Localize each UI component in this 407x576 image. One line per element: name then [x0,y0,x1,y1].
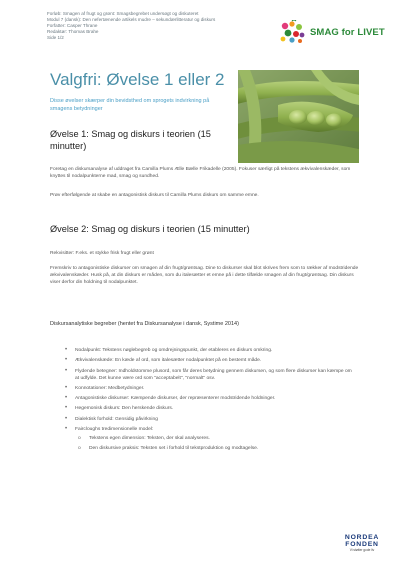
ovelse1-paragraph-1: Foretag en diskursanalyse af uddraget fra Camilla Plums Ælle Bælle Frikadelle (2005). Fokuser særligt på tekstens ækvivalenskæder, som knyttes til nodalpunkterne mad, smag og sundhed. [50,167,351,179]
subterm-tekstens-dimension: Tekstens egen dimension: Teksten, der skal analyseres. [89,436,210,442]
bullet-icon: • [65,426,68,433]
nordea-tagline: Vi støtter gode liv [349,548,375,552]
term-nodalpunkt: Nodalpunkt: Tekstens nøglebegreb og omdrejningspunkt, der etableres en diskurs omkring. [75,348,273,353]
header-line-page: Side 1/2 [47,35,64,40]
bullet-icon: • [65,415,68,422]
list-item [63,368,353,382]
nordea-logo-line1: NORDEA [344,534,380,541]
nordea-logo-line2: FONDEN [345,541,379,548]
list-item [63,347,353,354]
list-item [63,357,353,364]
header-line-editor: Redaktør: Thomas Brahe [47,29,99,34]
term-konnotationer: Konnotationer: Medbetydninger. [75,385,145,391]
list-item [75,445,353,452]
list-item [63,405,353,412]
ovelse2-heading: Øvelse 2: Smag og diskurs i teorien (15 minutter) [50,224,250,234]
bullet-icon: • [65,405,68,412]
fruit-cluster-icon [279,20,307,44]
bullet-icon: • [65,357,68,364]
smag-for-livet-logo [279,20,389,44]
bullet-icon: • [65,395,68,402]
term-hegemonisk-diskurs: Hegemonisk diskurs: Den herskende diskurs. [75,406,174,412]
term-dialektisk-forhold: Dialektisk forhold: Gensidig påvirkning [75,416,158,422]
header-line-course: Forløb: Smagen af frugt og grønt: Smagsbegrebet undersøgt og diskuteret [47,11,199,16]
list-item [63,416,353,423]
circle-bullet-icon: o [78,446,81,452]
header-line-module: Modul 7 (dansk): Den nefertænende artikels mudre – sekundærlitteratur og diskurs [47,17,216,22]
ovelse2-props: Rekvisitter: F.eks. et stykke frisk frugt eller grønt [50,251,154,256]
list-item [63,385,353,392]
term-fairclough-model: Faircloughs tredimensionelle model: [75,427,154,433]
list-item [75,435,353,442]
subtitle: Disse øvelser skærper din bevidsthed om sprogets indvirkning på smagens betydninger [50,98,210,112]
header-line-author: Forfatter: Casper Thrane [47,23,98,28]
green-beans-image [238,70,359,163]
green-beans-photo [238,70,359,163]
diskurs-heading: Diskursanalytiske begreber (hentet fra Diskursanalyse i dansk, Systime 2014) [50,321,239,327]
ovelse2-paragraph: Fremskriv to antagonistiske diskurser om smagen af din frugt/grøntsag. Dine to diskurser skal blot skrives frem som to rækker af modstridende ækvivalenskæder. Husk på, at din diskurs er måden, som du italesætter et emne på i dette tilfælde smagen af din frugt/grøntsag. Din diskurs viser derfor din holdning til nodalpunktet. [50,266,359,285]
ovelse1-heading: Øvelse 1: Smag og diskurs i teorien (15 minutter) [50,129,211,151]
term-flydende-betegner: Flydende betegner: Indholdstomme plusord, som får deres betydning gennem diskursen, og som flere diskurser kan kæmpe om at udfylde. Det kunne være ord som "acceptabelt", "normalt" osv. [75,368,352,381]
term-antagonistiske-diskurser: Antagonistiske diskurser: Kæmpende diskurser, der repræsenterer modstridende holdninger. [75,396,276,402]
bullet-icon: • [65,347,68,353]
nordea-fonden-logo [342,534,382,552]
circle-bullet-icon: o [78,436,81,442]
list-item [63,395,353,402]
bullet-icon: • [65,384,68,391]
document-header [47,11,297,41]
term-aekvivalenskaede: Ækvivalenskæde: En kæde af ord, som italesætter nodalpunktet på en bestemt måde. [75,358,262,364]
bullet-icon: • [65,367,68,374]
ovelse1-paragraph-2: Prøv efterfølgende at skabe en antagonistisk diskurs til Camilla Plums diskurs om samme emne. [50,193,259,198]
diskurs-term-list [63,347,353,455]
fairclough-sublist [75,435,353,452]
list-item [63,426,353,452]
logo-text: SMAG for LIVET [310,27,385,38]
subterm-diskursiv-praksis: Den diskursive praksis: Teksten set i forhold til tekstproduktion og modtagelse. [89,446,259,452]
page-title: Valgfri: Øvelse 1 eller 2 [50,70,225,89]
